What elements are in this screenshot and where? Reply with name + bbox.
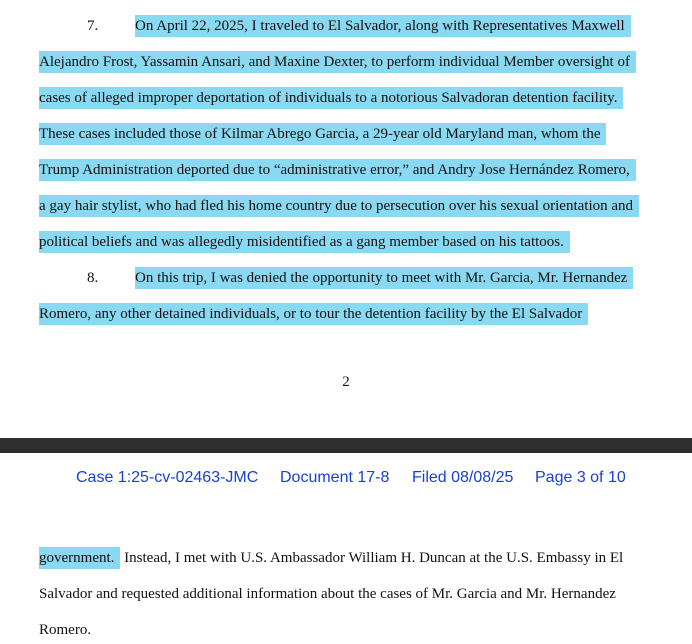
filed-date: Filed 08/08/25 xyxy=(412,469,514,486)
paragraph-7-line-2 xyxy=(39,51,636,73)
page-3-line-2: Salvador and requested additional information about the cases of Mr. Garcia and Mr. Hernandez xyxy=(39,586,616,602)
document-number: Document 17-8 xyxy=(280,469,390,486)
highlighted-text: Alejandro Frost, Yassamin Ansari, and Maxine Dexter, to perform individual Member oversight of xyxy=(39,51,636,73)
highlighted-text: a gay hair stylist, who had fled his home country due to persecution over his sexual orientation and xyxy=(39,195,639,217)
highlighted-text: Trump Administration deported due to “administrative error,” and Andry Jose Hernández Romero, xyxy=(39,159,636,181)
highlighted-text: Romero, any other detained individuals, or to tour the detention facility by the El Salvador xyxy=(39,303,588,325)
highlighted-text: political beliefs and was allegedly misidentified as a gang member based on his tattoos. xyxy=(39,231,570,253)
line-text: Instead, I met with U.S. Ambassador William H. Duncan at the U.S. Embassy in El xyxy=(120,550,624,566)
paragraph-7-line-6 xyxy=(39,195,639,217)
page-break-divider xyxy=(0,438,692,453)
paragraph-7-line-3 xyxy=(39,87,623,109)
page-3-line-3: Romero. xyxy=(39,622,92,638)
highlighted-text: government. xyxy=(39,547,120,569)
paragraph-8-number: 8. xyxy=(87,270,99,286)
paragraph-7-line-5 xyxy=(39,159,636,181)
paragraph-7-line-4 xyxy=(39,123,606,145)
highlighted-text: cases of alleged improper deportation of individuals to a notorious Salvadoran detention facility. xyxy=(39,87,623,109)
case-number: Case 1:25-cv-02463-JMC xyxy=(76,469,259,486)
highlighted-text: On this trip, I was denied the opportunity to meet with Mr. Garcia, Mr. Hernandez xyxy=(135,267,633,289)
highlighted-text: These cases included those of Kilmar Abrego Garcia, a 29-year old Maryland man, whom the xyxy=(39,123,606,145)
page-3-line-1 xyxy=(39,547,623,569)
paragraph-8-line-2 xyxy=(39,303,588,325)
paragraph-7-number: 7. xyxy=(87,18,99,34)
page-indicator: Page 3 of 10 xyxy=(535,469,626,486)
paragraph-7-line-7 xyxy=(39,231,570,253)
paragraph-8-line-1 xyxy=(135,267,633,289)
court-filing-header xyxy=(0,466,692,490)
highlighted-text: On April 22, 2025, I traveled to El Salvador, along with Representatives Maxwell xyxy=(135,15,631,37)
paragraph-7-line-1 xyxy=(135,15,631,37)
page-number: 2 xyxy=(342,374,350,390)
